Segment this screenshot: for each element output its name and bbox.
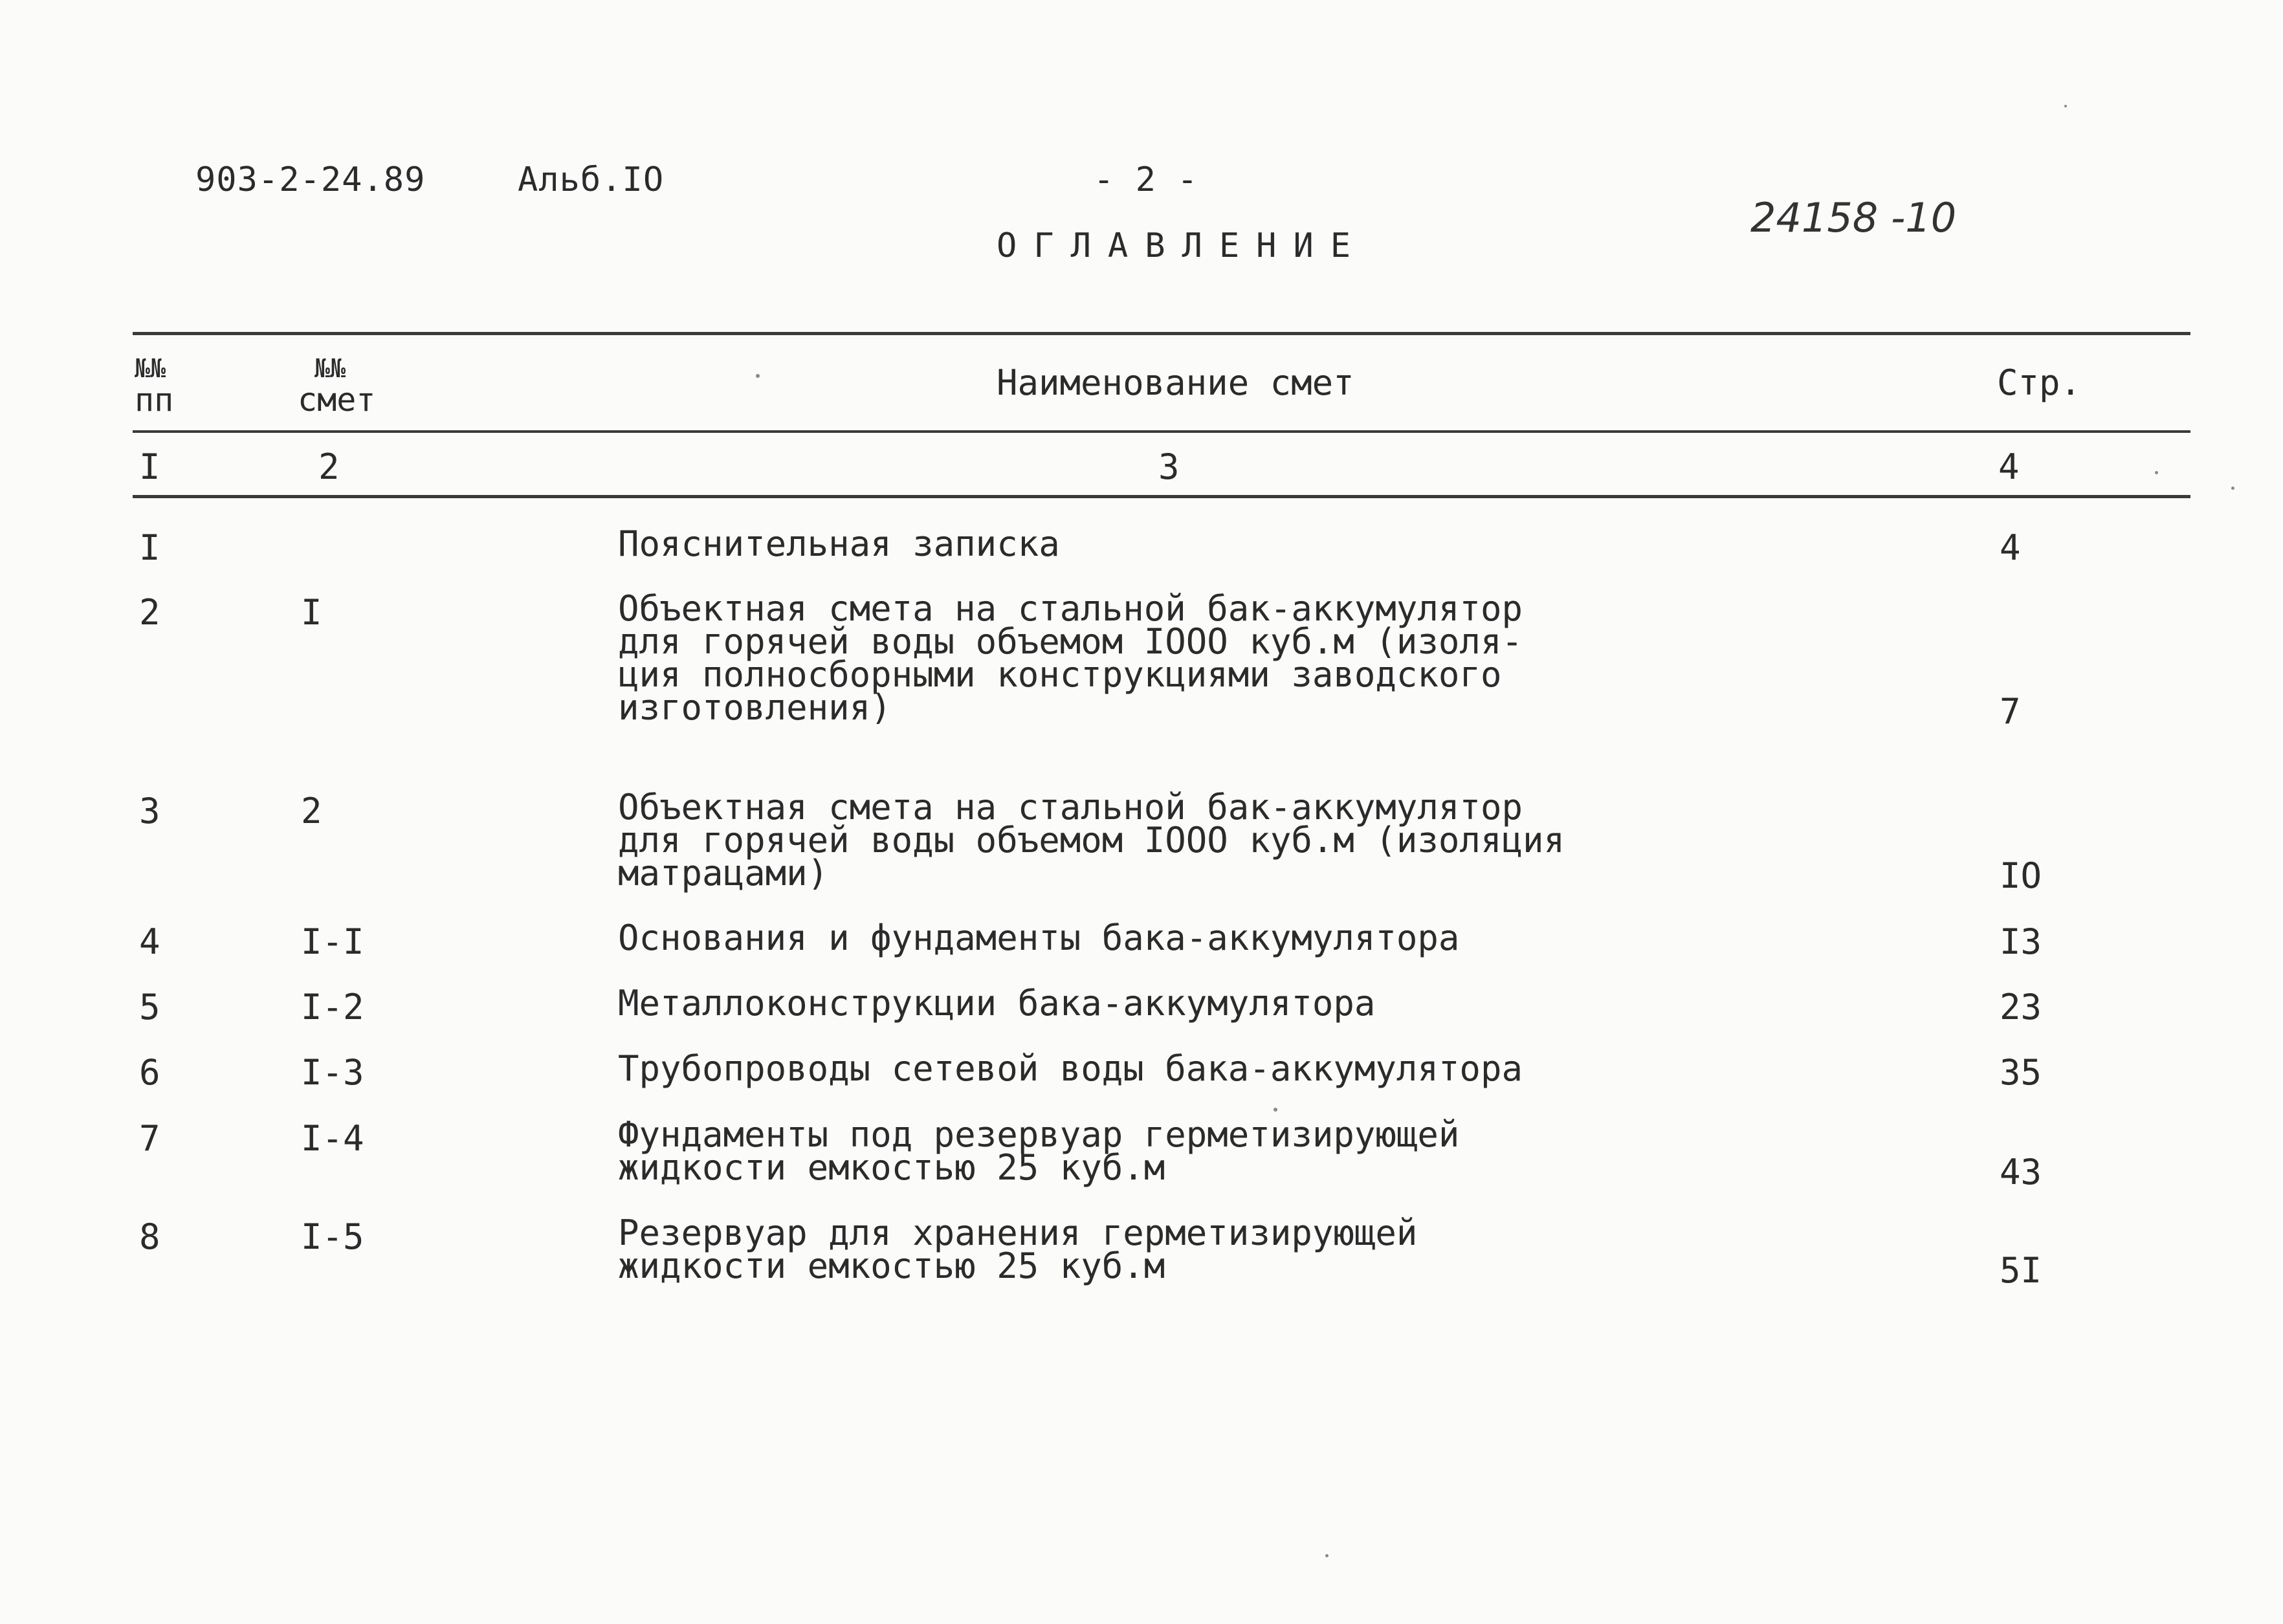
row-estimate: 2 xyxy=(301,791,322,831)
row-name: Резервуар для хранения герметизирующей жидкости емкостью 25 куб.м xyxy=(618,1213,1418,1286)
header-bottom-rule xyxy=(133,430,2190,433)
row-number: 7 xyxy=(139,1118,160,1159)
row-name: Трубопроводы сетевой воды бака-аккумулятора xyxy=(618,1048,1523,1089)
scan-speck xyxy=(1325,1554,1329,1557)
row-estimate: I-2 xyxy=(301,987,364,1027)
row-estimate: I-5 xyxy=(301,1216,364,1257)
row-page: I3 xyxy=(2000,921,2042,962)
scan-speck xyxy=(2064,105,2067,107)
page-number: - 2 - xyxy=(1094,160,1198,199)
col-number-4: 4 xyxy=(1998,446,2020,487)
row-page: 5I xyxy=(2000,1250,2042,1291)
row-name: Объектная смета на стальной бак-аккумулятор для горячей воды объемом IOOO куб.м (изоля- ция полносборными конструкциями заводского изготовления) xyxy=(618,588,1523,728)
col-header-num-line1: №№ xyxy=(135,354,166,384)
document-code: 903-2-24.89 xyxy=(195,160,426,199)
page-title: ОГЛАВЛЕНИЕ xyxy=(997,226,1368,265)
row-number: 4 xyxy=(139,921,160,962)
row-estimate: I xyxy=(301,592,322,633)
row-number: 6 xyxy=(139,1052,160,1093)
col-number-3: 3 xyxy=(1158,446,1180,487)
column-numbers-rule xyxy=(133,495,2190,498)
row-name: Объектная смета на стальной бак-аккумулятор для горячей воды объемом IOOO куб.м (изоляция матрацами) xyxy=(618,787,1565,894)
scan-speck xyxy=(1274,1108,1277,1112)
row-page: 7 xyxy=(2000,691,2021,732)
col-header-num-line2: пп xyxy=(135,381,174,419)
col-number-2: 2 xyxy=(318,446,340,487)
col-header-page: Стр. xyxy=(1997,362,2082,403)
row-number: 8 xyxy=(139,1216,160,1257)
scan-speck xyxy=(2231,487,2234,490)
table-top-rule xyxy=(133,332,2190,335)
row-name: Основания и фундаменты бака-аккумулятора xyxy=(618,917,1460,958)
row-estimate: I-I xyxy=(301,921,364,962)
row-page: 35 xyxy=(2000,1052,2042,1093)
row-name: Фундаменты под резервуар герметизирующей жидкости емкостью 25 куб.м xyxy=(618,1114,1460,1188)
col-header-name: Наименование смет xyxy=(997,362,1354,403)
row-page: 43 xyxy=(2000,1152,2042,1192)
scan-speck xyxy=(2155,471,2158,474)
col-header-estimate-line1: №№ xyxy=(314,354,346,384)
row-estimate: I-4 xyxy=(301,1118,364,1159)
row-page: 4 xyxy=(2000,527,2021,568)
album-number: Альб.IO xyxy=(518,160,665,199)
handwritten-inventory-number: 24158 -10 xyxy=(1750,194,1957,241)
row-number: 3 xyxy=(139,791,160,831)
row-page: 23 xyxy=(2000,987,2042,1027)
row-estimate: I-3 xyxy=(301,1052,364,1093)
col-header-estimate-line2: смет xyxy=(298,381,376,419)
row-number: 5 xyxy=(139,987,160,1027)
row-page: IO xyxy=(2000,855,2042,896)
row-number: I xyxy=(139,527,160,568)
row-name: Пояснительная записка xyxy=(618,523,1060,564)
col-number-1: I xyxy=(139,446,160,487)
scan-speck xyxy=(756,374,760,378)
row-name: Металлоконструкции бака-аккумулятора xyxy=(618,983,1376,1024)
row-number: 2 xyxy=(139,592,160,633)
